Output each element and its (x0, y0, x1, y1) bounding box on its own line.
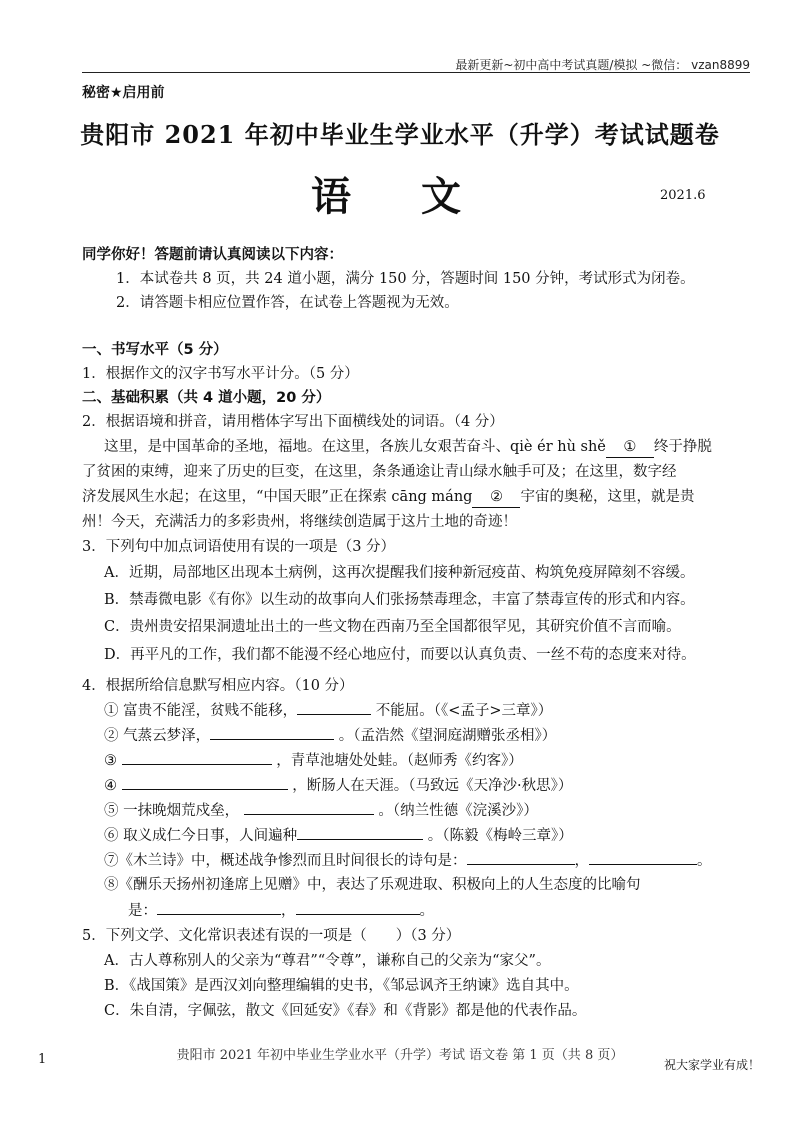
subject-title: 语 文 (311, 173, 489, 220)
q4-item-6 (104, 825, 573, 846)
q4-text: 。（纳兰性德《浣溪沙》） (378, 803, 538, 819)
q2-text: 宇宙的奥秘，这里，就是贵 (520, 489, 695, 505)
q2-text: 这里，是中国革命的圣地，福地。在这里，各族儿女艰苦奋斗、qiè ér hù shě (104, 439, 606, 455)
q4-text: ② 气蒸云梦泽， (104, 728, 211, 744)
fill-blank[interactable] (589, 850, 697, 865)
q4-text: 。 (419, 903, 434, 919)
fill-blank[interactable] (122, 775, 288, 790)
exam-title: 贵阳市 2021 年初中毕业生学业水平（升学）考试试题卷 (80, 120, 720, 149)
notice-item-1: 1．本试卷共 8 页，共 24 道小题，满分 150 分，答题时间 150 分钟，考试形式为闭卷。 (116, 271, 695, 287)
q2-para-line-3 (82, 487, 694, 508)
q4-item-2 (104, 725, 556, 746)
footer-wish: 祝大家学业有成！ (663, 1058, 760, 1072)
q4-item-1 (104, 700, 552, 721)
q4-item-5 (104, 800, 538, 821)
q4-item-8: ⑧《酬乐天扬州初逢席上见赠》中，表达了乐观进取、积极向上的人生态度的比喻句 (104, 877, 641, 893)
question-3-stem: 3．下列句中加点词语使用有误的一项是（3 分） (82, 539, 396, 555)
q4-text: ③ (104, 753, 117, 769)
q4-text: ， (574, 853, 589, 869)
q3-option-a[interactable]: A．近期，局部地区出现本土病例，这再次提醒我们接种新冠疫苗、构筑免疫屏障刻不容缓。 (104, 565, 695, 581)
answer-blank-1[interactable]: ① (606, 437, 654, 458)
q4-text: ⑦《木兰诗》中，概述战争惨烈而且时间很长的诗句是： (104, 853, 467, 869)
fill-blank[interactable] (210, 725, 334, 740)
q4-text: 是： (128, 903, 157, 919)
q2-para-line-1 (104, 437, 712, 458)
fill-blank[interactable] (157, 900, 281, 915)
q4-text: 。（孟浩然《望洞庭湖赠张丞相》） (338, 728, 557, 744)
question-1: 1．根据作文的汉字书写水平计分。（5 分） (82, 366, 359, 382)
q4-item-4 (104, 775, 572, 796)
confidential-label: 秘密★启用前 (82, 85, 165, 101)
notice-heading: 同学你好！答题前请认真阅读以下内容： (82, 247, 343, 263)
notice-item-2: 2．请答题卡相应位置作答，在试卷上答题视为无效。 (116, 295, 459, 311)
question-4-stem: 4．根据所给信息默写相应内容。（10 分） (82, 678, 354, 694)
question-5-stem: 5．下列文学、文化常识表述有误的一项是（ ）（3 分） (82, 928, 461, 944)
fill-blank[interactable] (244, 800, 374, 815)
fill-blank[interactable] (296, 900, 420, 915)
q4-text: ⑥ 取义成仁今日事，人间遍种 (104, 828, 298, 844)
q3-option-d[interactable]: D．再平凡的工作，我们都不能漫不经心地应付，而要以认真负责、一丝不苟的态度来对待。 (104, 647, 696, 663)
q5-option-a[interactable]: A．古人尊称别人的父亲为“尊君”“令尊”，谦称自己的父亲为“家父”。 (104, 953, 551, 969)
fill-blank[interactable] (122, 750, 272, 765)
q4-text: 不能屈。（《<孟子>三章》） (375, 703, 553, 719)
q4-item-3 (104, 750, 523, 771)
exam-date: 2021.6 (660, 188, 706, 203)
header-rule (82, 72, 750, 73)
q4-text: ， (281, 903, 296, 919)
page-number: 1 (38, 1052, 47, 1067)
q4-item-8-answer (128, 900, 434, 921)
q2-text: 终于挣脱 (653, 439, 712, 455)
question-2-stem: 2．根据语境和拼音，请用楷体字写出下面横线处的词语。（4 分） (82, 414, 504, 430)
q4-text: ，断肠人在天涯。（马致远《天净沙·秋思》） (292, 778, 573, 794)
section2-heading: 二、基础积累（共 4 道小题，20 分） (82, 390, 331, 406)
q4-text: 。 (697, 853, 712, 869)
q4-text: ④ (104, 778, 117, 794)
q4-text: ⑤ 一抹晚烟荒戍垒， (104, 803, 240, 819)
q4-text: ① 富贵不能淫，贫贱不能移， (104, 703, 298, 719)
fill-blank[interactable] (467, 850, 575, 865)
q3-option-b[interactable]: B．禁毒微电影《有你》以生动的故事向人们张扬禁毒理念，丰富了禁毒宣传的形式和内容。 (104, 592, 695, 608)
q2-para-line-4: 州！今天，充满活力的多彩贵州，将继续创造属于这片土地的奇迹！ (82, 514, 517, 530)
q4-text: ，青草池塘处处蛙。（赵师秀《约客》） (276, 753, 523, 769)
q2-text: 济发展风生水起；在这里，“中国天眼”正在探索 cāng máng (82, 489, 473, 505)
page-footer: 贵阳市 2021 年初中毕业生学业水平（升学）考试 语文卷 第 1 页（共 8 页） (176, 1048, 624, 1063)
section1-heading: 一、书写水平（5 分） (82, 342, 228, 358)
fill-blank[interactable] (297, 825, 423, 840)
answer-blank-2[interactable]: ② (472, 487, 520, 508)
q2-para-line-2: 了贫困的束缚，迎来了历史的巨变，在这里，条条通途让青山绿水触手可及；在这里，数字经 (82, 464, 677, 480)
q5-option-c[interactable]: C．朱自清，字佩弦，散文《回延安》《春》和《背影》都是他的代表作品。 (104, 1003, 587, 1019)
q5-option-b[interactable]: B．《战国策》是西汉刘向整理编辑的史书，《邹忌讽齐王纳谏》选自其中。 (104, 978, 579, 994)
fill-blank[interactable] (297, 700, 371, 715)
q4-text: 。（陈毅《梅岭三章》） (427, 828, 573, 844)
header-text: 最新更新~初中高中考试真题/模拟 ~微信： vzan8899 (455, 58, 750, 72)
q3-option-c[interactable]: C．贵州贵安招果洞遗址出土的一些文物在西南乃至全国都很罕见，其研究价值不言而喻。 (104, 619, 681, 635)
q4-item-7 (104, 850, 712, 871)
